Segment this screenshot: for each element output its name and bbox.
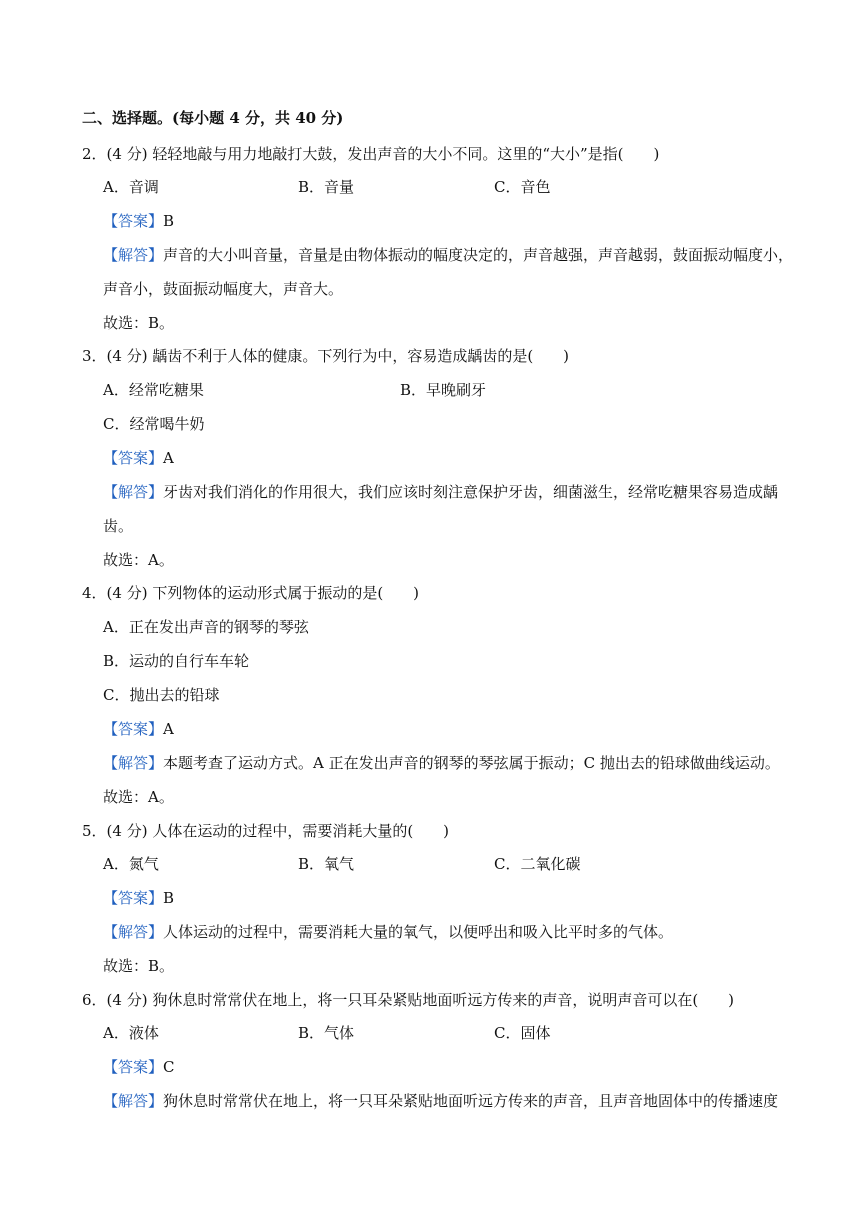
question-5-option-c: C．二氧化碳	[494, 855, 581, 873]
question-4-option-c: C．抛出去的铅球	[103, 686, 220, 704]
question-3-answer	[103, 448, 174, 468]
question-2-choice: 故选：B。	[103, 314, 175, 332]
analysis-text: 牙齿对我们消化的作用很大，我们应该时刻注意保护牙齿，细菌滋生，经常吃糖果容易造成龋	[163, 483, 779, 501]
answer-value: A	[163, 449, 174, 467]
question-4-stem: 4．(4 分) 下列物体的运动形式属于振动的是( )	[82, 584, 420, 602]
question-5-stem: 5．(4 分) 人体在运动的过程中，需要消耗大量的( )	[82, 822, 450, 840]
analysis-tag: 【解答】	[103, 1092, 164, 1110]
answer-value: B	[163, 889, 175, 907]
question-2-option-b: B．音量	[298, 178, 355, 196]
question-2-stem: 2．(4 分) 轻轻地敲与用力地敲打大鼓，发出声音的大小不同。这里的“大小”是指( )	[82, 145, 660, 163]
question-2-answer	[103, 211, 174, 231]
question-3-analysis-cont: 齿。	[103, 517, 134, 535]
question-2-analysis-cont: 声音小，鼓面振动幅度大，声音大。	[103, 280, 344, 298]
analysis-text: 声音的大小叫音量，音量是由物体振动的幅度决定的，声音越强，声音越弱，鼓面振动幅度小，	[163, 246, 794, 264]
question-6-option-c: C．固体	[494, 1024, 551, 1042]
question-6-answer	[103, 1057, 175, 1077]
analysis-text: 本题考查了运动方式。A 正在发出声音的钢琴的琴弦属于振动；C 抛出去的铅球做曲线运动。	[163, 754, 780, 772]
question-5-option-a: A．氮气	[103, 855, 159, 873]
question-4-choice: 故选：A。	[103, 788, 174, 806]
question-4-analysis	[103, 753, 780, 773]
answer-tag: 【答案】	[103, 1058, 164, 1076]
answer-tag: 【答案】	[103, 449, 164, 467]
analysis-tag: 【解答】	[103, 246, 164, 264]
question-5-analysis	[103, 922, 673, 942]
section-title: 二、选择题。(每小题 4 分，共 40 分)	[82, 109, 344, 127]
question-4-option-a: A．正在发出声音的钢琴的琴弦	[103, 618, 309, 636]
question-3-option-b: B．早晚刷牙	[400, 381, 487, 399]
answer-value: C	[163, 1058, 175, 1076]
question-2-option-c: C．音色	[494, 178, 551, 196]
question-3-choice: 故选：A。	[103, 551, 174, 569]
analysis-text: 人体运动的过程中，需要消耗大量的氧气，以便呼出和吸入比平时多的气体。	[163, 923, 674, 941]
question-3-stem: 3．(4 分) 龋齿不利于人体的健康。下列行为中，容易造成龋齿的是( )	[82, 347, 570, 365]
question-6-analysis	[103, 1091, 778, 1111]
analysis-tag: 【解答】	[103, 923, 164, 941]
answer-tag: 【答案】	[103, 212, 164, 230]
question-5-answer	[103, 888, 174, 908]
question-2-analysis	[103, 245, 793, 265]
question-5-choice: 故选：B。	[103, 957, 175, 975]
analysis-text: 狗休息时常常伏在地上，将一只耳朵紧贴地面听远方传来的声音，且声音地固体中的传播速度	[163, 1092, 779, 1110]
question-2-option-a: A．音调	[103, 178, 159, 196]
question-3-option-c: C．经常喝牛奶	[103, 415, 205, 433]
question-5-option-b: B．氧气	[298, 855, 355, 873]
question-4-answer	[103, 719, 174, 739]
question-6-option-a: A．液体	[103, 1024, 159, 1042]
question-3-option-a: A．经常吃糖果	[103, 381, 204, 399]
analysis-tag: 【解答】	[103, 483, 164, 501]
question-6-option-b: B．气体	[298, 1024, 355, 1042]
answer-value: A	[163, 720, 174, 738]
answer-tag: 【答案】	[103, 889, 164, 907]
analysis-tag: 【解答】	[103, 754, 164, 772]
question-4-option-b: B．运动的自行车车轮	[103, 652, 250, 670]
question-6-stem: 6．(4 分) 狗休息时常常伏在地上，将一只耳朵紧贴地面听远方传来的声音，说明声音可以在( )	[82, 991, 735, 1009]
question-3-analysis	[103, 482, 778, 502]
answer-tag: 【答案】	[103, 720, 164, 738]
answer-value: B	[163, 212, 175, 230]
